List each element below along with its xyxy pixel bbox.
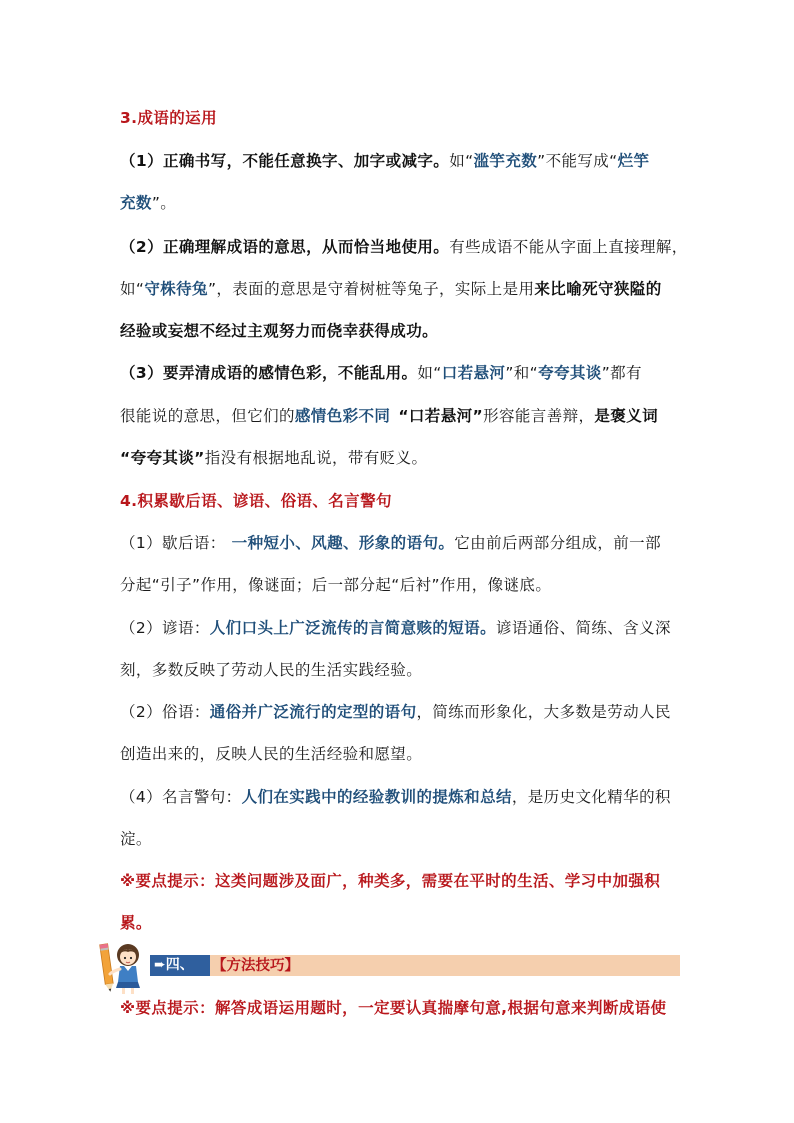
paragraph-3-line-3 [120,447,427,469]
section-banner-title: 【方法技巧】 [212,957,299,974]
definition-highlight: 人们口头上广泛流传的言简意赅的短语。 [209,619,496,637]
paragraph-2-line-3 [120,320,438,342]
definition-highlight: 通俗并广泛流行的定型的语句 [209,703,417,721]
plain-text: ”。 [151,194,177,212]
plain-text: 形容能言善辩， [483,407,595,425]
idiom-highlight: 夸夸其谈 [538,364,602,382]
paragraph-1-line-1 [120,150,649,172]
rule-text: （3）要弄清成语的感情色彩，不能乱用。 [120,364,418,382]
plain-text: ”不能写成“ [537,152,618,170]
plain-text: ”和“ [505,364,539,382]
plain-text: 如“ [449,152,474,170]
paragraph-7-line-2 [120,828,152,850]
idiom-highlight: 充数 [120,194,152,212]
section-4-heading: 4.积累歇后语、谚语、俗语、名言警句 [120,492,392,510]
paragraph-6-line-2 [120,743,422,765]
plain-text: （2）俗语： [120,703,210,721]
definition-highlight: 人们在实践中的经验教训的提炼和总结 [241,788,512,806]
paragraph-4-line-2 [120,574,551,596]
plain-text: 如“ [120,280,145,298]
idiom-quote: “夸夸其谈” [120,449,205,467]
plain-text: ，是历史文化精华的积 [511,788,671,806]
emphasis-text: 来比喻死守狭隘的 [534,280,662,298]
key-point-tip-line-2: 累。 [120,914,152,932]
paragraph-1-line-2 [120,192,176,214]
idiom-highlight: 守株待兔 [144,280,208,298]
paragraph-7-line-1 [120,786,671,808]
plain-text: （4）名言警句： [120,788,242,806]
plain-text: （2）谚语： [120,619,210,637]
rule-text: （1）正确书写，不能任意换字、加字或减字。 [120,152,450,170]
emphasis-text: 是褒义词 [594,407,659,425]
section-number-tag: ➨四、 [150,955,210,976]
paragraph-5-line-1 [120,617,671,639]
paragraph-4-line-1 [120,532,661,554]
plain-text: 指没有根据地乱说，带有贬义。 [204,449,428,467]
paragraph-6-line-1 [120,701,671,723]
plain-text: 谚语通俗、简练、含义深 [495,619,671,637]
idiom-quote: “口若悬河” [398,407,484,425]
plain-text: 刻，多数反映了劳动人民的生活实践经验。 [120,661,423,679]
paragraph-2-line-2 [120,278,662,300]
plain-text: （1）歇后语： [120,534,226,552]
idiom-highlight: 口若悬河 [441,364,506,382]
definition-highlight: 一种短小、风趣、形象的语句。 [231,534,455,552]
plain-text: 它由前后两部分组成，前一部 [454,534,661,552]
plain-text: 很能说的意思，但它们的 [120,407,295,425]
paragraph-3-line-1 [120,362,642,384]
paragraph-5-line-2 [120,659,422,681]
paragraph-2-line-1 [120,236,688,258]
rule-text: （2）正确理解成语的意思，从而恰当地使用。 [120,238,450,256]
emphasis-blue: 感情色彩不同 [294,407,391,425]
plain-text: 淀。 [120,830,152,848]
section-3-heading: 3.成语的运用 [120,109,217,127]
idiom-highlight: 烂竽 [617,152,650,170]
emphasis-text: 经验或妄想不经过主观努力而侥幸获得成功。 [120,322,439,340]
plain-text: 创造出来的，反映人民的生活经验和愿望。 [120,745,423,763]
paragraph-3-line-2 [120,405,658,427]
plain-text: 如“ [417,364,442,382]
girl-with-pencil-icon [97,938,147,996]
plain-text: ”，表面的意思是守着树桩等兔子，实际上是用 [207,280,535,298]
plain-text: ”都有 [601,364,642,382]
plain-text: ，简练而形象化，大多数是劳动人民 [416,703,671,721]
key-point-tip-line-1: ※要点提示：这类问题涉及面广，种类多，需要在平时的生活、学习中加强积 [120,872,661,890]
key-point-tip-2: ※要点提示：解答成语运用题时，一定要认真揣摩句意,根据句意来判断成语使 [120,999,667,1017]
plain-text: 有些成语不能从字面上直接理解， [449,238,688,256]
idiom-highlight: 滥竽充数 [473,152,538,170]
plain-text: 分起“引子”作用，像谜面；后一部分起“后衬”作用，像谜底。 [120,576,552,594]
